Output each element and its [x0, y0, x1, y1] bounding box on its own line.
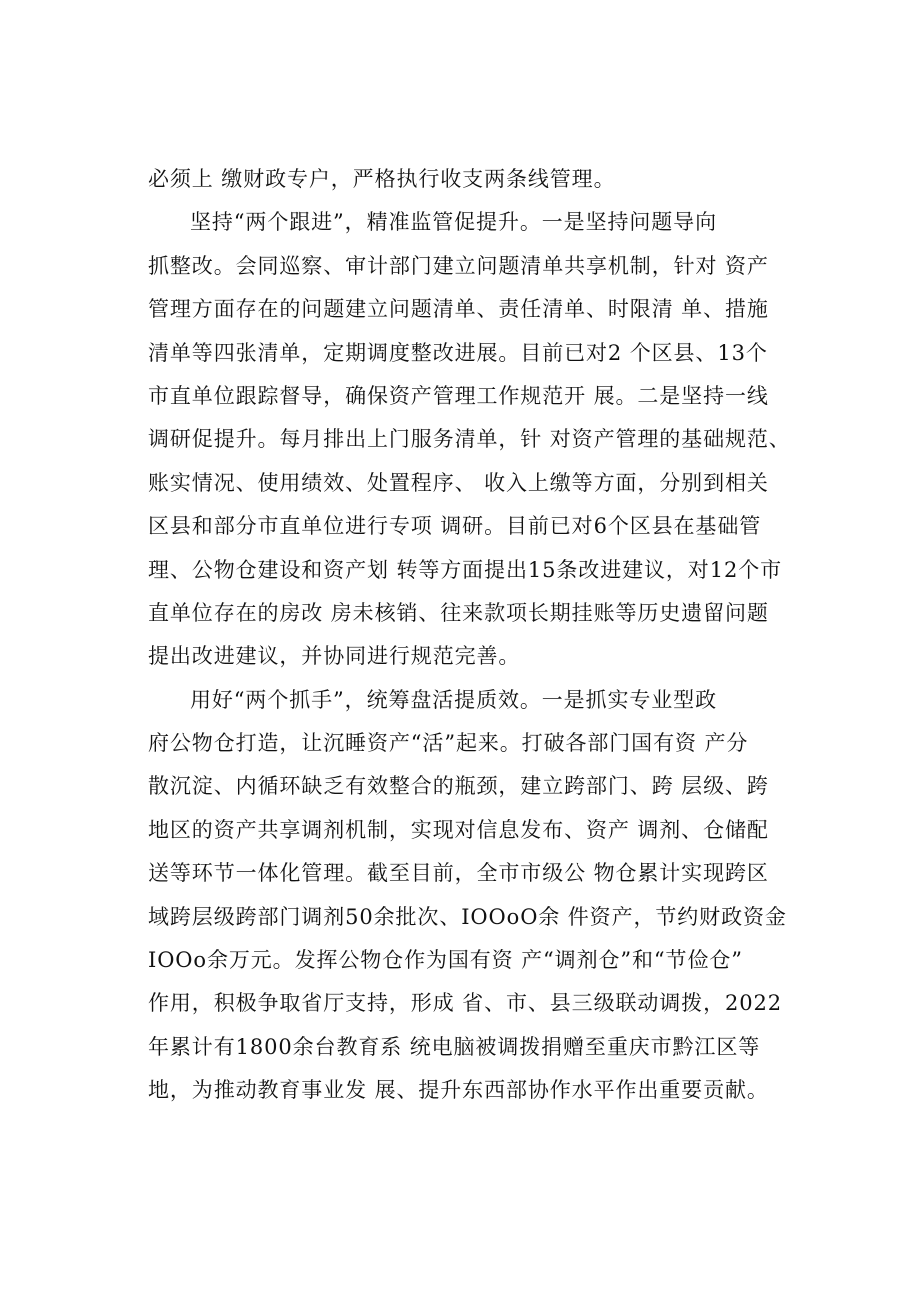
- paragraph-2-line-5: 市直单位跟踪督导，确保资产管理工作规范开 展。二是坚持一线: [148, 383, 769, 408]
- paragraph-2-line-9: 理、公物仓建设和资产划 转等方面提出15条改进建议，对12个市: [148, 557, 783, 582]
- paragraph-2-line-7: 账实情况、使用绩效、处置程序、 收入上缴等方面，分别到相关: [148, 470, 769, 495]
- paragraph-2-line-3: 管理方面存在的问题建立问题清单、责任清单、时限清 单、措施: [148, 297, 769, 322]
- paragraph-2-line-2: 抓整改。会同巡察、审计部门建立问题清单共享机制，针对 资产: [148, 253, 769, 278]
- paragraph-3-line-6: 域跨层级跨部门调剂50余批次、IOOoO余 件资产，节约财政资金: [148, 904, 787, 929]
- paragraph-1-line-1: 必须上 缴财政专户，严格执行收支两条线管理。: [148, 167, 616, 191]
- paragraph-2-line-10: 直单位存在的房改 房未核销、往来款项长期挂账等历史遗留问题: [148, 600, 769, 625]
- paragraph-2-line-8: 区县和部分市直单位进行专项 调研。目前已对6个区县在基础管: [148, 514, 762, 539]
- paragraph-2-line-4: 清单等四张清单，定期调度整改进展。目前已对2 个区县、13个: [148, 340, 768, 365]
- paragraph-3-line-3: 散沉淀、内循环缺乏有效整合的瓶颈，建立跨部门、跨 层级、跨: [148, 774, 769, 799]
- paragraph-2-line-1: 坚持“两个跟进”，精准监管促提升。一是坚持问题导向: [190, 210, 717, 235]
- document-body: [148, 158, 838, 1113]
- paragraph-3-line-2: 府公物仓打造，让沉睡资产“活”起来。打破各部门国有资 产分: [148, 731, 749, 756]
- paragraph-3-line-7: IOOo余万元。发挥公物仓作为国有资 产“调剂仓”和“节俭仓”: [148, 948, 743, 973]
- paragraph-3-line-10: 地，为推动教育事业发 展、提升东西部协作水平作出重要贡献。: [148, 1078, 769, 1103]
- paragraph-2-line-11: 提出改进建议，并协同进行规范完善。: [148, 644, 521, 669]
- paragraph-3-line-4: 地区的资产共享调剂机制，实现对信息发布、资产 调剂、仓储配: [148, 817, 769, 842]
- paragraph-3-line-1: 用好“两个抓手”，统筹盘活提质效。一是抓实专业型政: [190, 687, 717, 712]
- paragraph-2-line-6: 调研促提升。每月排出上门服务清单，针 对资产管理的基础规范、: [148, 427, 791, 452]
- paragraph-3-line-8: 作用，积极争取省厅支持，形成 省、市、县三级联动调拨，2022: [148, 991, 783, 1016]
- paragraph-3-line-5: 送等环节一体化管理。截至目前，全市市级公 物仓累计实现跨区: [148, 861, 769, 886]
- paragraph-3-line-9: 年累计有1800余台教育系 统电脑被调拨捐赠至重庆市黔江区等: [148, 1034, 761, 1059]
